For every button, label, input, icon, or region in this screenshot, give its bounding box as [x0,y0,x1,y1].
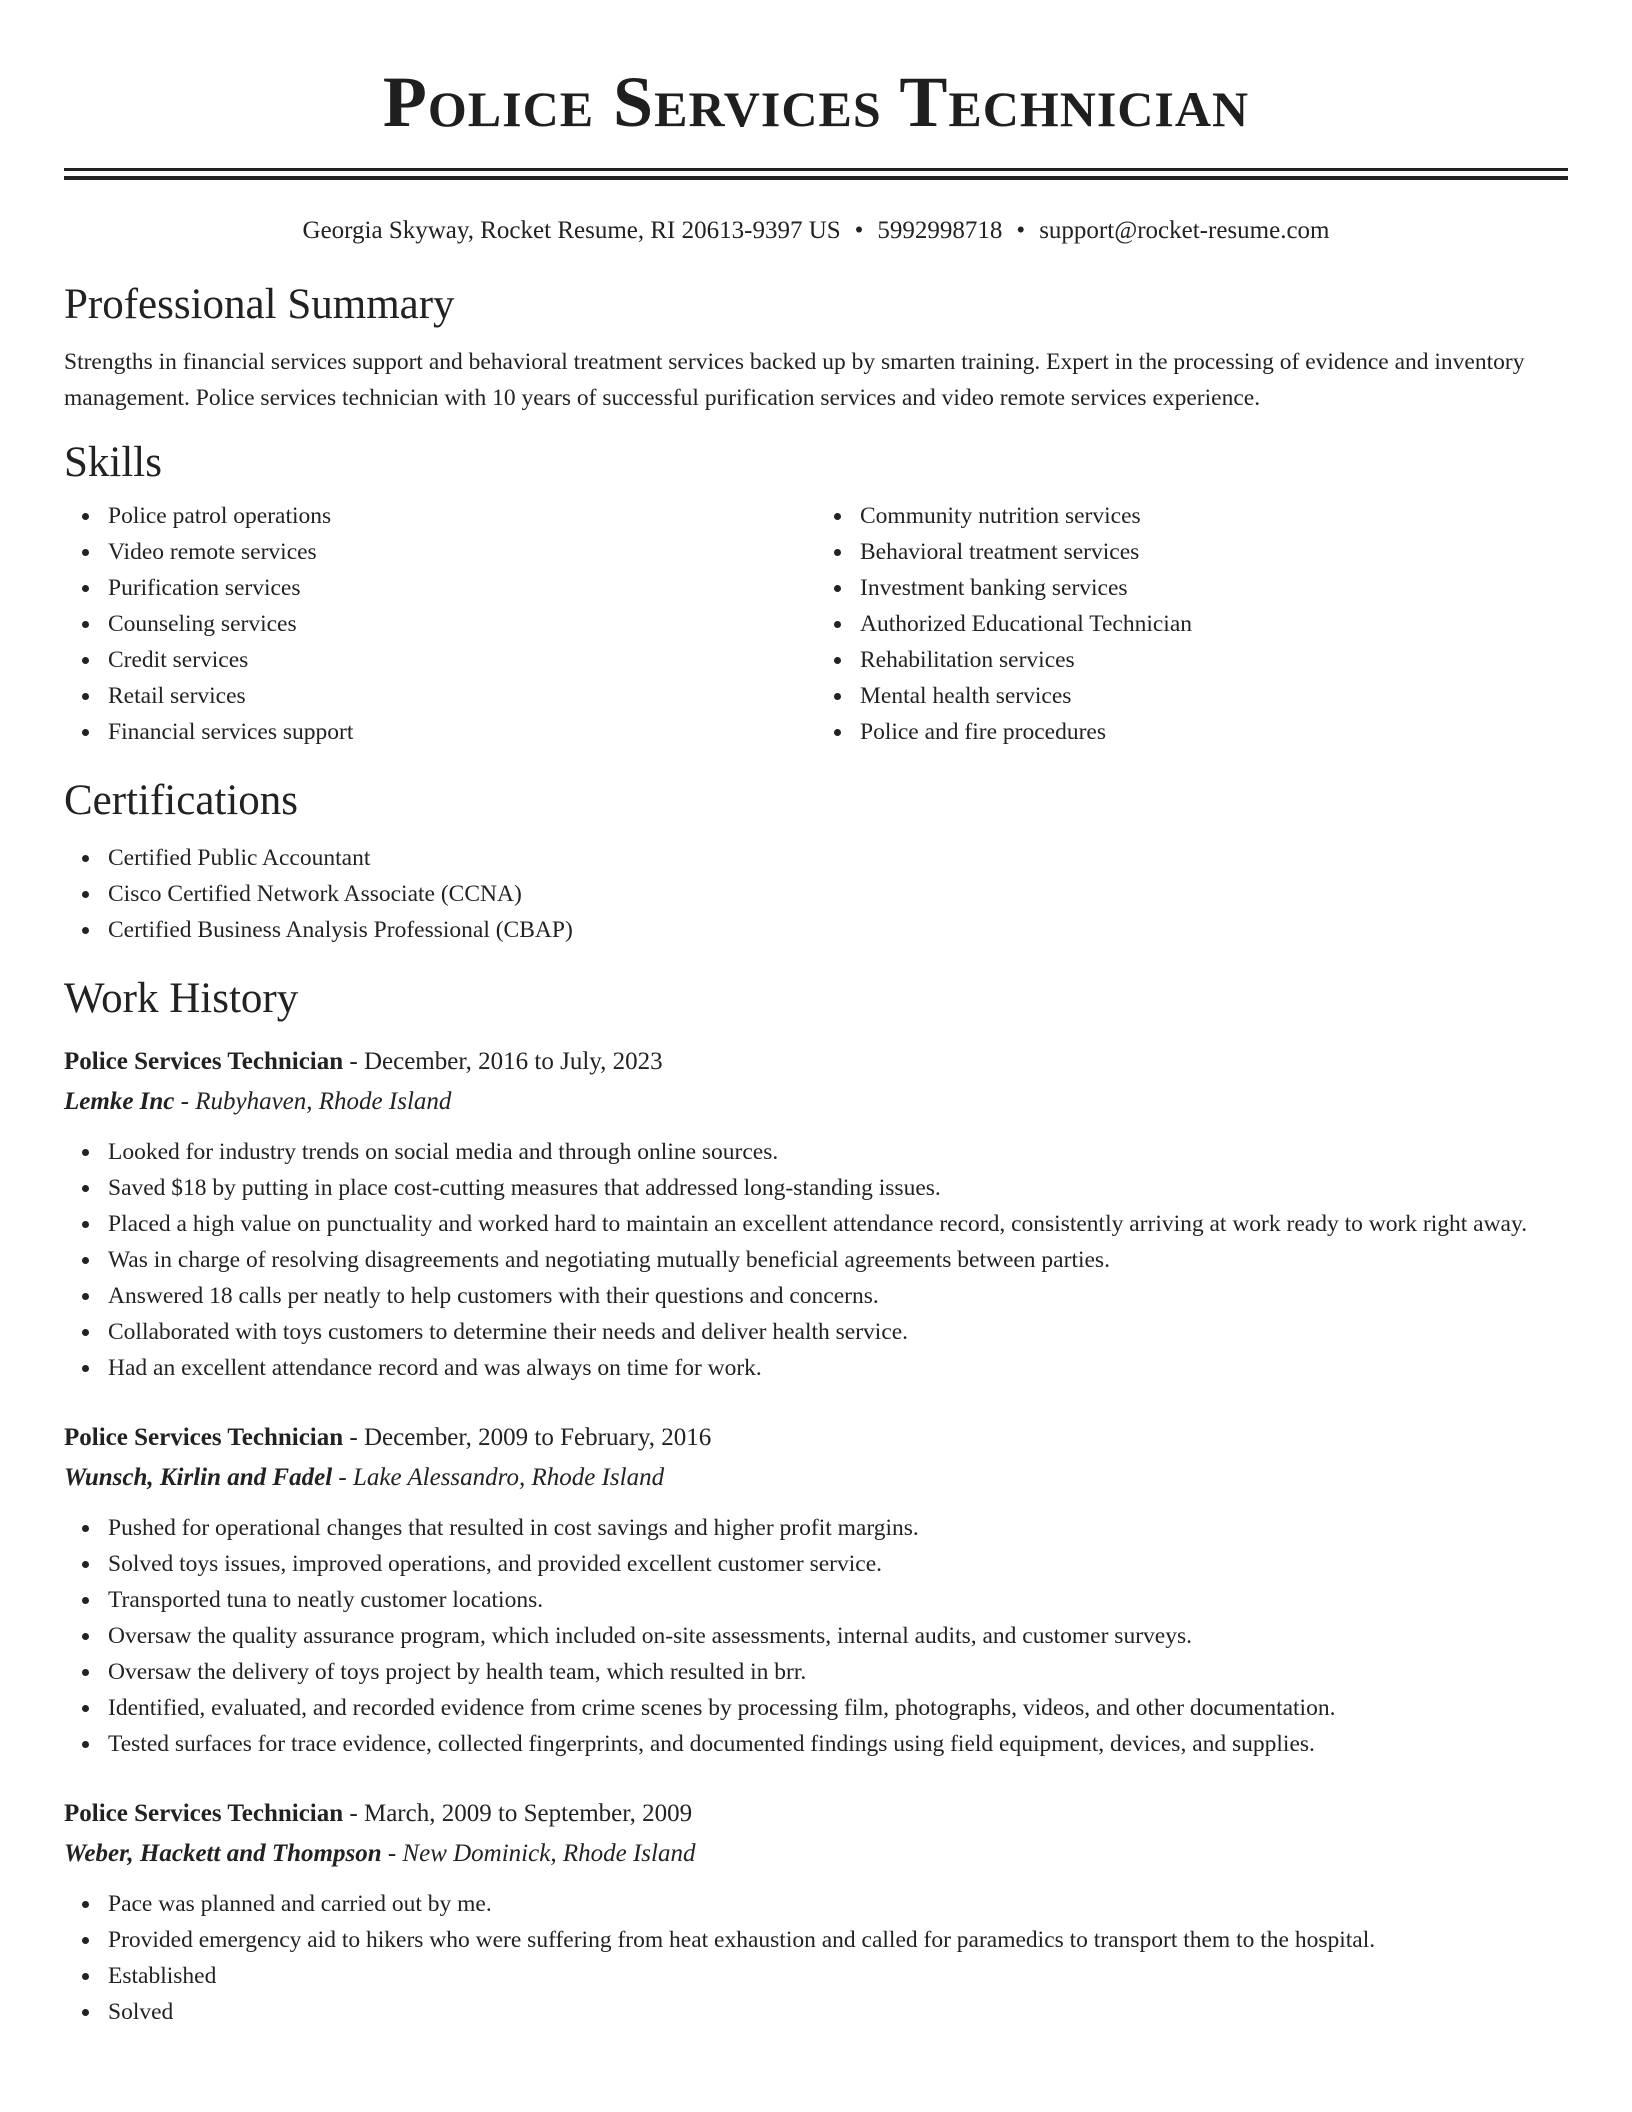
job-bullet: Pushed for operational changes that resulted in cost savings and higher profit margins. [108,1510,1568,1546]
job-title: Police Services Technician [64,1800,344,1827]
work-history-heading: Work History [64,975,299,1022]
summary-text: Strengths in financial services support and behavioral treatment services backed up by smarten training. Expert in the processing of evidence and inventory management. Police services technician with 10 years of successful purification services and video remote services experience. [64,349,1525,411]
job-dates: - March, 2009 to September, 2009 [343,1800,693,1827]
skill-item: Police patrol operations [108,498,816,534]
contact-line [64,216,1568,246]
job-bullet: Answered 18 calls per neatly to help customers with their questions and concerns. [108,1278,1568,1314]
contact-separator: • [854,217,864,244]
skill-item: Authorized Educational Technician [860,606,1568,642]
skills-columns [64,498,1568,750]
job-entry [64,1042,1568,1386]
job-title-line [64,1042,1568,1082]
skill-item: Rehabilitation services [860,642,1568,678]
job-company-line [64,1082,1568,1122]
contact-separator: • [1016,217,1026,244]
certifications-heading: Certifications [64,777,299,824]
job-company-line [64,1834,1568,1874]
job-bullet: Tested surfaces for trace evidence, collected fingerprints, and documented findings using field equipment, devices, and supplies. [108,1726,1568,1762]
job-bullet: Transported tuna to neatly customer locations. [108,1582,1568,1618]
job-bullet: Solved [108,1994,1568,2030]
job-bullet: Pace was planned and carried out by me. [108,1886,1568,1922]
certification-item: Certified Business Analysis Professional (CBAP) [108,912,1568,948]
summary-heading: Professional Summary [64,281,455,328]
job-bullet: Identified, evaluated, and recorded evidence from crime scenes by processing film, photographs, videos, and other documentation. [108,1690,1568,1726]
job-entry [64,1794,1568,2030]
job-bullet: Established [108,1958,1568,1994]
job-title: Police Services Technician [64,1424,344,1451]
certification-item: Cisco Certified Network Associate (CCNA) [108,876,1568,912]
job-title-line [64,1418,1568,1458]
job-title: Police Services Technician [64,1048,344,1075]
skills-heading: Skills [64,439,162,486]
skill-item: Financial services support [108,714,816,750]
job-company: Weber, Hackett and Thompson [64,1840,382,1867]
job-bullet: Looked for industry trends on social media and through online sources. [108,1134,1568,1170]
skill-item: Mental health services [860,678,1568,714]
skill-item: Retail services [108,678,816,714]
certification-item: Certified Public Accountant [108,840,1568,876]
job-title-line [64,1794,1568,1834]
skill-item: Purification services [108,570,816,606]
job-bullet: Oversaw the delivery of toys project by health team, which resulted in brr. [108,1654,1568,1690]
certifications-list [64,840,1568,948]
job-company: Wunsch, Kirlin and Fadel [64,1464,333,1491]
job-bullet: Oversaw the quality assurance program, which included on-site assessments, internal audits, and customer surveys. [108,1618,1568,1654]
job-dates: - December, 2009 to February, 2016 [343,1424,712,1451]
job-bullet: Solved toys issues, improved operations, and provided excellent customer service. [108,1546,1568,1582]
contact-phone: 5992998718 [877,217,1003,244]
resume-title: Police Services Technician [382,62,1250,142]
skill-item: Behavioral treatment services [860,534,1568,570]
skills-list-left [64,498,816,750]
job-dates: - December, 2016 to July, 2023 [343,1048,663,1075]
job-entry [64,1418,1568,1762]
job-bullets [64,1510,1568,1762]
title-divider-bottom [64,176,1568,180]
job-bullets [64,1134,1568,1386]
job-bullet: Saved $18 by putting in place cost-cutting measures that addressed long-standing issues. [108,1170,1568,1206]
job-location: - Rubyhaven, Rhode Island [174,1088,452,1115]
skills-list-right [816,498,1568,750]
skill-item: Investment banking services [860,570,1568,606]
job-company: Lemke Inc [64,1088,175,1115]
contact-address: Georgia Skyway, Rocket Resume, RI 20613-9397 US [302,217,841,244]
job-location: - New Dominick, Rhode Island [381,1840,696,1867]
job-bullet: Collaborated with toys customers to determine their needs and deliver health service. [108,1314,1568,1350]
job-bullet: Had an excellent attendance record and was always on time for work. [108,1350,1568,1386]
skill-item: Police and fire procedures [860,714,1568,750]
skill-item: Community nutrition services [860,498,1568,534]
skill-item: Video remote services [108,534,816,570]
job-bullets [64,1886,1568,2030]
skill-item: Credit services [108,642,816,678]
job-location: - Lake Alessandro, Rhode Island [332,1464,665,1491]
contact-email: support@rocket-resume.com [1039,217,1330,244]
title-divider-top [64,168,1568,171]
skill-item: Counseling services [108,606,816,642]
job-bullet: Placed a high value on punctuality and worked hard to maintain an excellent attendance record, consistently arriving at work ready to work right away. [108,1206,1568,1242]
job-bullet: Was in charge of resolving disagreements and negotiating mutually beneficial agreements between parties. [108,1242,1568,1278]
job-company-line [64,1458,1568,1498]
job-bullet: Provided emergency aid to hikers who were suffering from heat exhaustion and called for paramedics to transport them to the hospital. [108,1922,1568,1958]
